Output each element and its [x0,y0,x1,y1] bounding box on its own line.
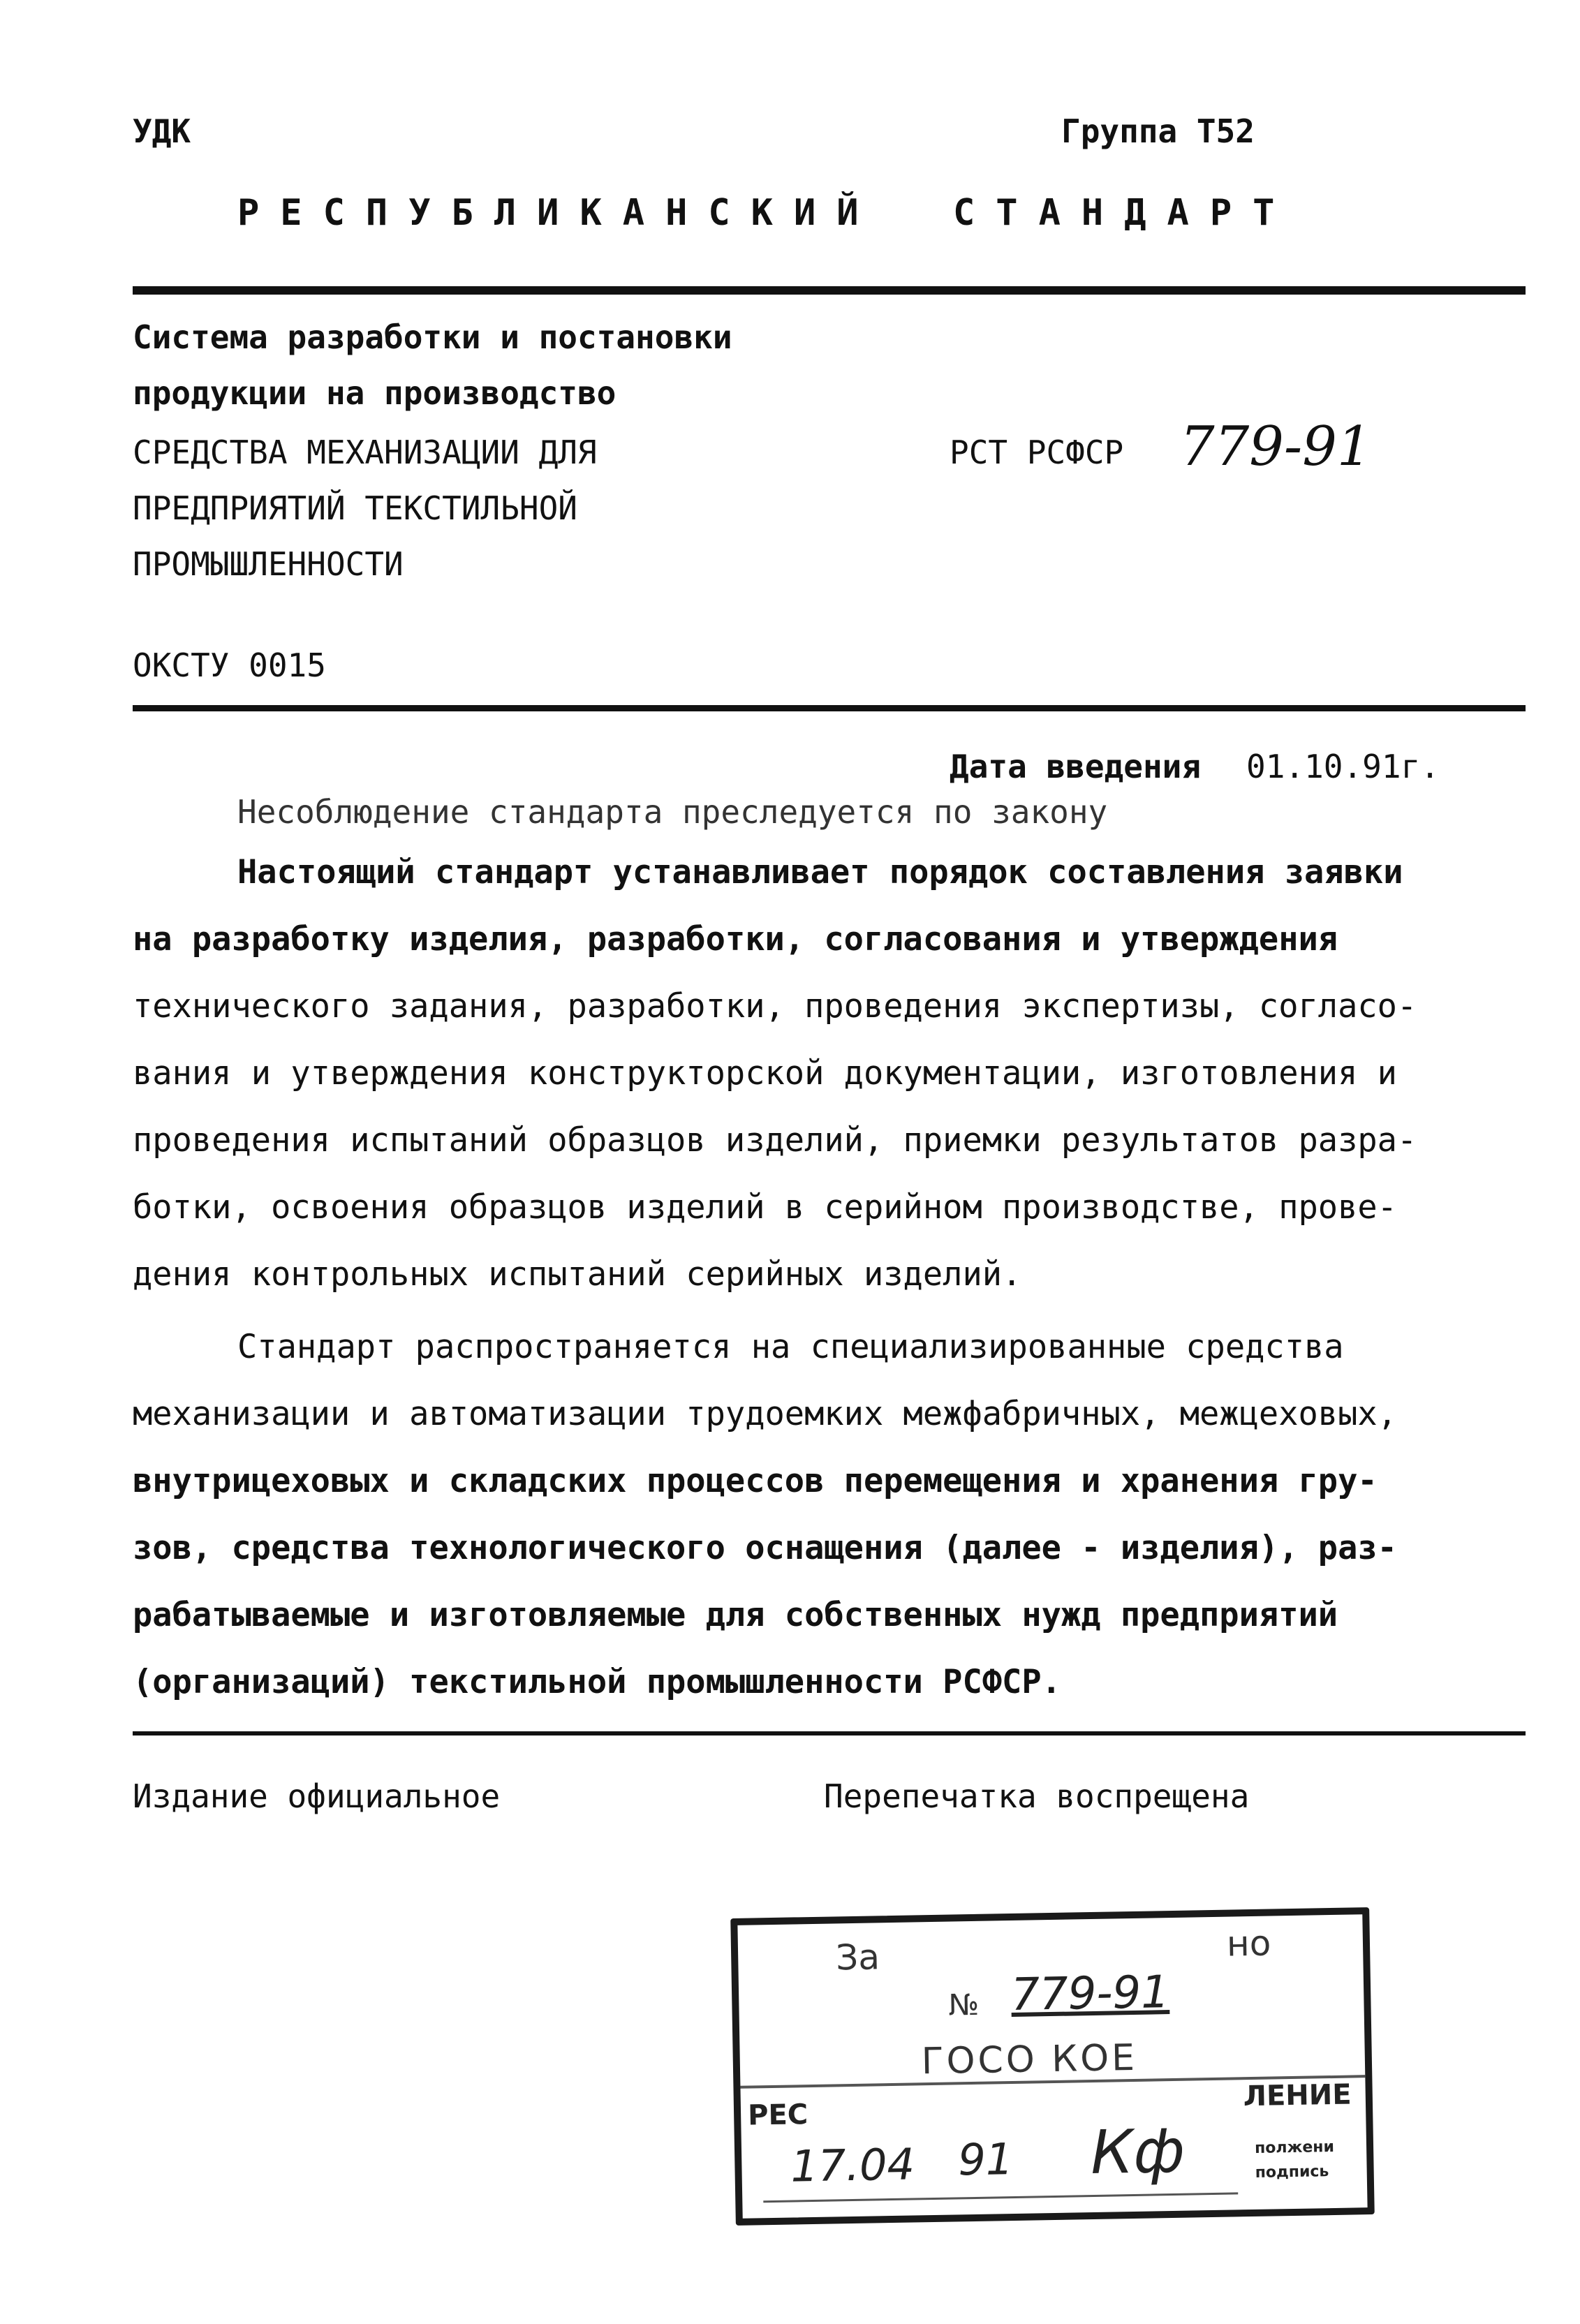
registration-stamp [730,1907,1375,2226]
paragraph-scope [133,839,1501,1308]
stamp-label-right-2: подпись [1255,2163,1329,2182]
official-edition: Издание официальное [133,1777,501,1815]
standard-number-handwritten: 779-91 [1180,415,1372,478]
p1-line: вания и утверждения конструкторской документации, изготовления и [133,1054,1397,1093]
stamp-line1-left: За [835,1937,880,1978]
p1-line: Настоящий стандарт устанавливает порядок составления заявки [237,853,1403,891]
title-republican: РЕСПУБЛИКАНСКИЙ [237,192,880,234]
p2-line: зов, средства технологического оснащения (далее - изделия), раз- [133,1529,1397,1567]
p1-line: дения контрольных испытаний серийных изделий. [133,1255,1022,1294]
standard-code: РСТ РСФСР [950,434,1124,471]
stamp-rule-2 [763,2192,1238,2203]
group-label: Группа Т52 [1061,112,1255,150]
effective-date-label: Дата введения [950,748,1202,785]
p2-line: внутрицеховых и складских процессов перемещения и хранения гру- [133,1462,1378,1500]
okstu-code: ОКСТУ 0015 [133,646,326,684]
stamp-number-prefix: № [948,1987,980,2022]
paragraph-applicability [133,1314,1501,1716]
stamp-line3: ГОСО КОЕ [921,2036,1138,2083]
p1-line: на разработку изделия, разработки, согласования и утверждения [133,920,1338,959]
stamp-line4-left: РЕС [747,2099,809,2132]
system-line-1: Система разработки и постановки [133,318,732,356]
stamp-line4-right: ЛЕНИЕ [1243,2078,1352,2113]
effective-date-value: 01.10.91г. [1246,748,1440,785]
footer-rule [133,1731,1526,1735]
designation-rule [133,705,1526,711]
stamp-signature: Кф [1090,2116,1186,2189]
system-line-2: продукции на производство [133,374,617,412]
subject-line-3: ПРОМЫШЛЕННОСТИ [133,545,404,583]
p2-line: рабатываемые и изготовляемые для собственных нужд предприятий [133,1596,1338,1634]
stamp-label-right-1: полжени [1254,2138,1335,2157]
stamp-line1-right: но [1226,1923,1271,1964]
p2-line: (организаций) текстильной промышленности РСФСР. [133,1663,1061,1701]
law-notice: Несоблюдение стандарта преследуется по закону [237,793,1108,831]
stamp-year: 91 [957,2133,1014,2186]
stamp-number: 779-91 [1010,1967,1170,2022]
p1-line: технического задания, разработки, проведения экспертизы, согласо- [133,987,1417,1026]
udk-label: УДК [133,112,191,150]
subject-line-1: СРЕДСТВА МЕХАНИЗАЦИИ ДЛЯ [133,434,597,471]
subject-line-2: ПРЕДПРИЯТИЙ ТЕКСТИЛЬНОЙ [133,489,577,527]
p1-line: ботки, освоения образцов изделий в серийном производстве, прове- [133,1188,1397,1227]
stamp-date: 17.04 [790,2138,915,2192]
p1-line: проведения испытаний образцов изделий, приемки результатов разра- [133,1121,1417,1160]
reprint-prohibited: Перепечатка воспрещена [824,1777,1250,1815]
title-standard: СТАНДАРТ [953,192,1296,234]
header-rule [133,286,1526,295]
p2-line: Стандарт распространяется на специализированные средства [237,1328,1344,1366]
p2-line: механизации и автоматизации трудоемких межфабричных, межцеховых, [133,1395,1397,1433]
